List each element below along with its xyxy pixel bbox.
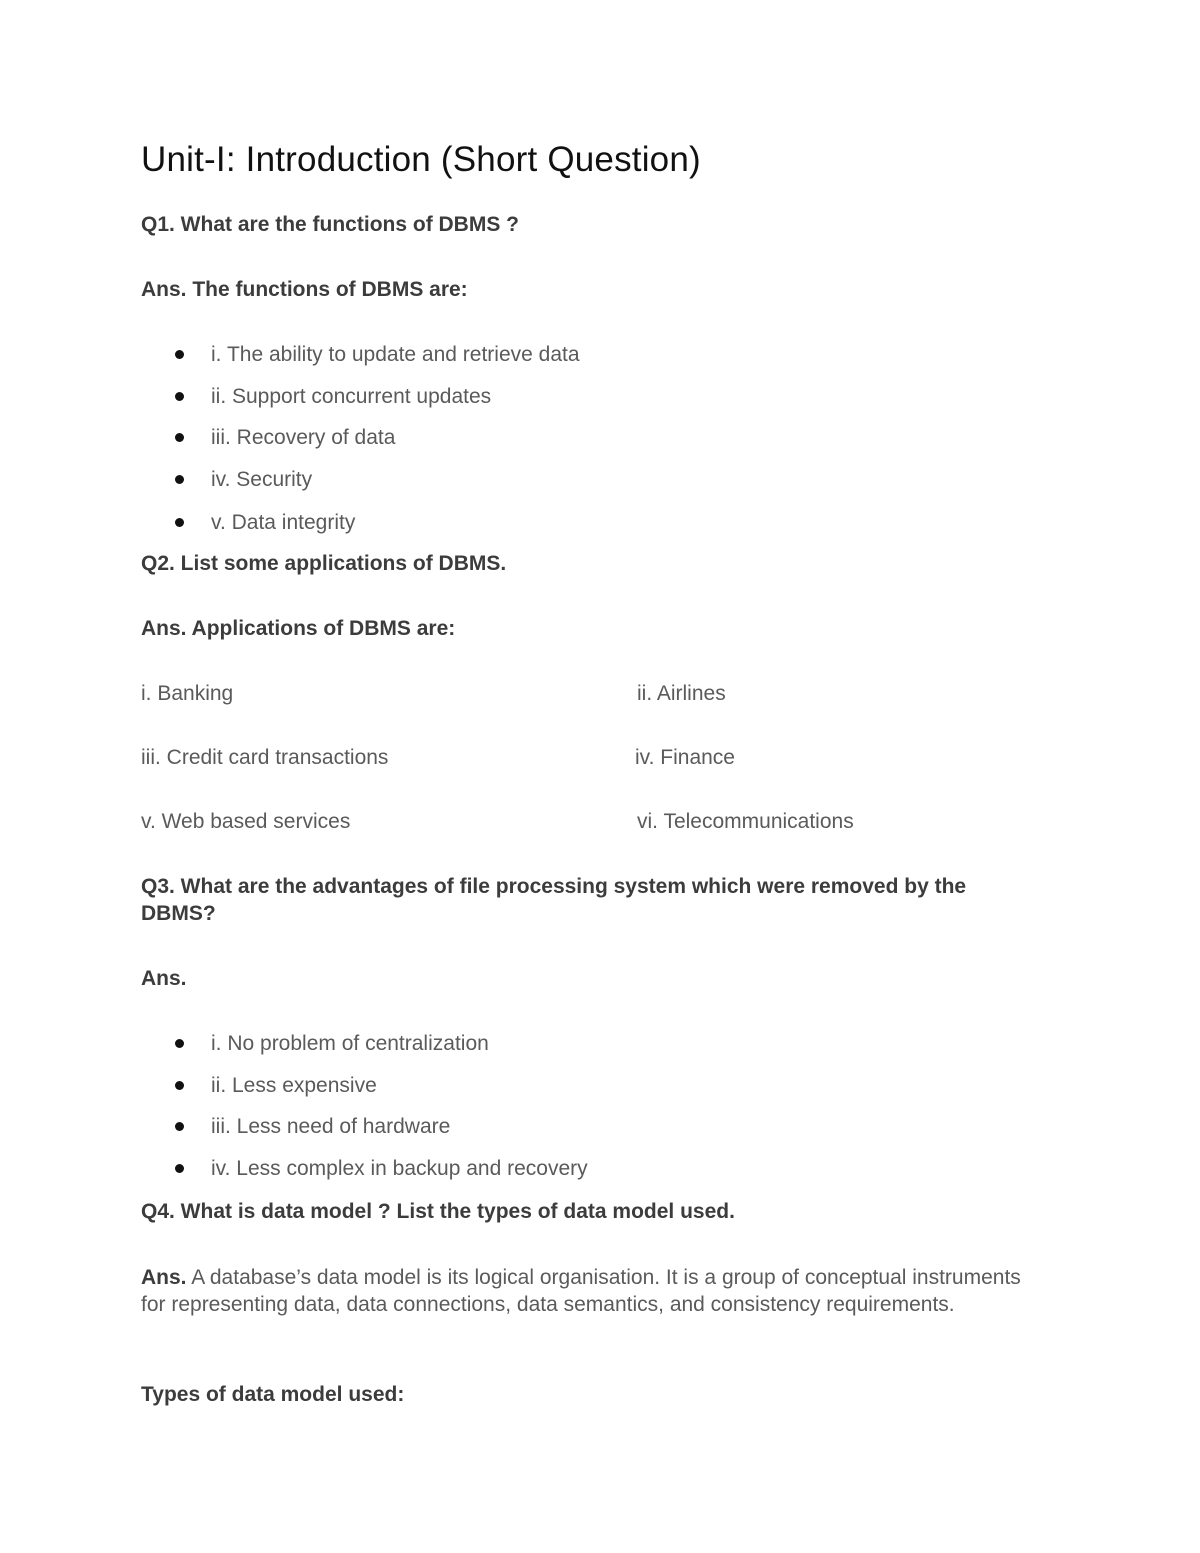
list-item: iv. Security: [211, 468, 313, 491]
q4-question: Q4. What is data model ? List the types of data model used.: [141, 1200, 735, 1223]
q1-answer-intro: Ans. The functions of DBMS are:: [141, 278, 468, 301]
list-item: i. The ability to update and retrieve data: [211, 343, 580, 366]
q3-question: Q3. What are the advantages of file processing system which were removed by the DBMS?: [141, 875, 967, 925]
q3-answer-intro: Ans.: [141, 967, 187, 990]
list-item: iii. Less need of hardware: [211, 1115, 451, 1138]
q4-types-heading: Types of data model used:: [141, 1383, 405, 1406]
list-item: v. Data integrity: [211, 511, 356, 534]
bullet-icon: [175, 475, 184, 484]
q2-answer-intro: Ans. Applications of DBMS are:: [141, 617, 456, 640]
q4-answer-label: Ans.: [141, 1266, 187, 1289]
bullet-icon: [175, 392, 184, 401]
list-item: ii. Support concurrent updates: [211, 385, 492, 408]
grid-item: ii. Airlines: [637, 682, 726, 705]
q4-answer-text: A database’s data model is its logical organisation. It is a group of conceptual instruments for representing data, data connections, data semantics, and consistency requirements.: [141, 1266, 1021, 1316]
q1-question: Q1. What are the functions of DBMS ?: [141, 213, 520, 236]
q2-question: Q2. List some applications of DBMS.: [141, 552, 507, 575]
bullet-icon: [175, 1039, 184, 1048]
page-title: Unit-I: Introduction (Short Question): [141, 140, 701, 179]
bullet-icon: [175, 350, 184, 359]
list-item: i. No problem of centralization: [211, 1032, 489, 1055]
list-item: iv. Less complex in backup and recovery: [211, 1157, 588, 1180]
bullet-icon: [175, 518, 184, 527]
q4-answer-paragraph: [141, 1264, 1041, 1318]
grid-item: i. Banking: [141, 682, 234, 705]
bullet-icon: [175, 1081, 184, 1090]
grid-item: vi. Telecommunications: [637, 810, 854, 833]
list-item: iii. Recovery of data: [211, 426, 396, 449]
grid-item: v. Web based services: [141, 810, 351, 833]
grid-item: iv. Finance: [635, 746, 735, 769]
grid-item: iii. Credit card transactions: [141, 746, 389, 769]
bullet-icon: [175, 1164, 184, 1173]
list-item: ii. Less expensive: [211, 1074, 377, 1097]
bullet-icon: [175, 433, 184, 442]
bullet-icon: [175, 1122, 184, 1131]
